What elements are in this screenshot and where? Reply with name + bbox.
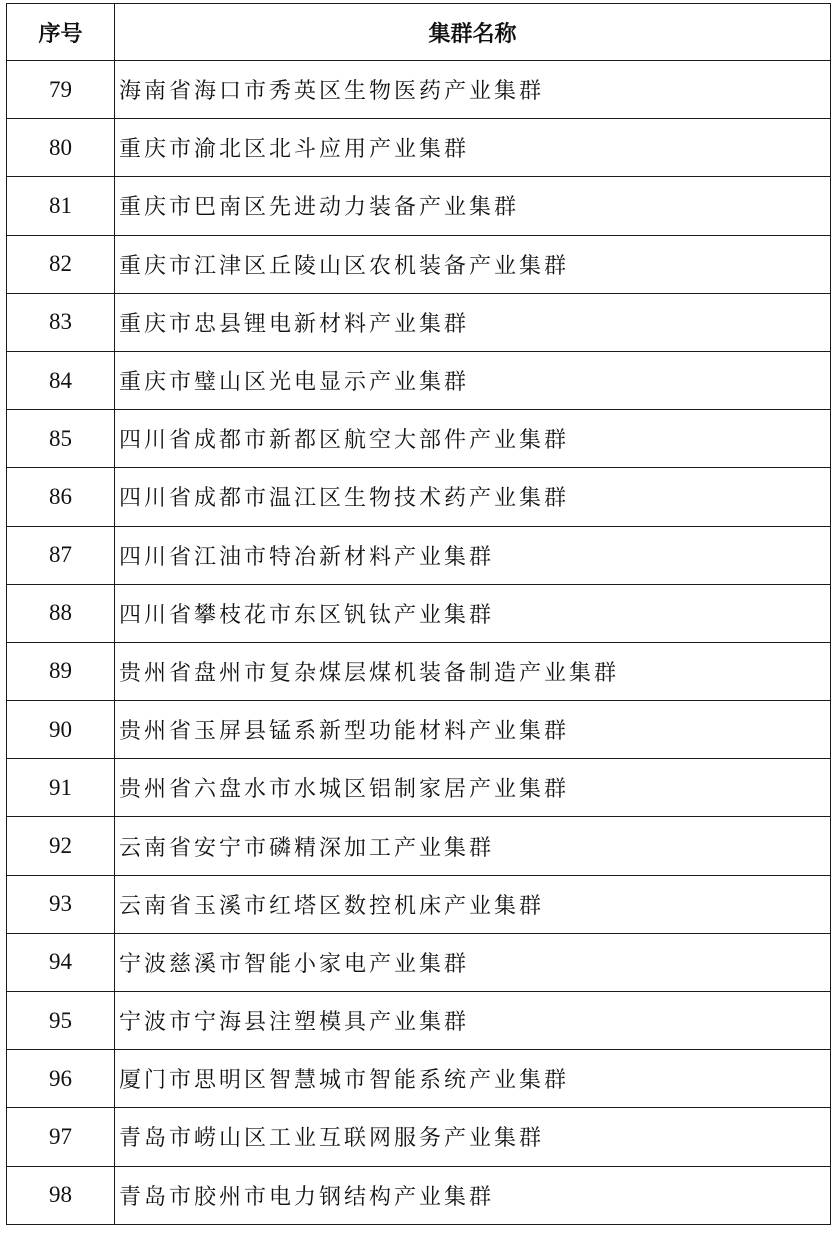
row-index: 86 [7, 468, 115, 526]
row-index: 92 [7, 817, 115, 875]
table-row [7, 351, 831, 409]
row-name: 四川省攀枝花市东区钒钛产业集群 [115, 584, 831, 642]
table-row [7, 177, 831, 235]
table-row [7, 817, 831, 875]
header-index: 序号 [7, 4, 115, 61]
row-name: 重庆市渝北区北斗应用产业集群 [115, 119, 831, 177]
row-name: 重庆市忠县锂电新材料产业集群 [115, 293, 831, 351]
row-index: 90 [7, 701, 115, 759]
row-index: 95 [7, 992, 115, 1050]
row-name: 重庆市璧山区光电显示产业集群 [115, 351, 831, 409]
row-index: 89 [7, 642, 115, 700]
table-row [7, 293, 831, 351]
row-index: 82 [7, 235, 115, 293]
row-index: 85 [7, 410, 115, 468]
row-name: 四川省成都市温江区生物技术药产业集群 [115, 468, 831, 526]
table-row [7, 1108, 831, 1166]
row-name: 四川省江油市特冶新材料产业集群 [115, 526, 831, 584]
table-row [7, 410, 831, 468]
row-index: 97 [7, 1108, 115, 1166]
table-row [7, 584, 831, 642]
row-index: 88 [7, 584, 115, 642]
row-name: 青岛市崂山区工业互联网服务产业集群 [115, 1108, 831, 1166]
row-name: 海南省海口市秀英区生物医药产业集群 [115, 61, 831, 119]
row-index: 93 [7, 875, 115, 933]
table-body [7, 61, 831, 1225]
row-name: 宁波慈溪市智能小家电产业集群 [115, 933, 831, 991]
row-index: 94 [7, 933, 115, 991]
row-name: 宁波市宁海县注塑模具产业集群 [115, 992, 831, 1050]
table-row [7, 1050, 831, 1108]
row-index: 84 [7, 351, 115, 409]
row-name: 厦门市思明区智慧城市智能系统产业集群 [115, 1050, 831, 1108]
row-index: 83 [7, 293, 115, 351]
row-name: 重庆市江津区丘陵山区农机装备产业集群 [115, 235, 831, 293]
row-index: 81 [7, 177, 115, 235]
table-row [7, 61, 831, 119]
row-index: 98 [7, 1166, 115, 1224]
table-row [7, 992, 831, 1050]
row-name: 贵州省玉屏县锰系新型功能材料产业集群 [115, 701, 831, 759]
table-row [7, 933, 831, 991]
row-name: 贵州省盘州市复杂煤层煤机装备制造产业集群 [115, 642, 831, 700]
row-index: 87 [7, 526, 115, 584]
cluster-table [6, 3, 831, 1225]
row-name: 云南省玉溪市红塔区数控机床产业集群 [115, 875, 831, 933]
row-name: 四川省成都市新都区航空大部件产业集群 [115, 410, 831, 468]
table-row [7, 642, 831, 700]
table-row [7, 759, 831, 817]
table-header [7, 4, 831, 61]
row-name: 贵州省六盘水市水城区铝制家居产业集群 [115, 759, 831, 817]
table-row [7, 526, 831, 584]
row-name: 云南省安宁市磷精深加工产业集群 [115, 817, 831, 875]
table-row [7, 1166, 831, 1224]
table-row [7, 701, 831, 759]
row-index: 96 [7, 1050, 115, 1108]
table-row [7, 235, 831, 293]
row-name: 青岛市胶州市电力钢结构产业集群 [115, 1166, 831, 1224]
table-row [7, 119, 831, 177]
header-row [7, 4, 831, 61]
table-row [7, 468, 831, 526]
row-name: 重庆市巴南区先进动力装备产业集群 [115, 177, 831, 235]
row-index: 79 [7, 61, 115, 119]
table-row [7, 875, 831, 933]
row-index: 80 [7, 119, 115, 177]
row-index: 91 [7, 759, 115, 817]
header-name: 集群名称 [115, 4, 831, 61]
